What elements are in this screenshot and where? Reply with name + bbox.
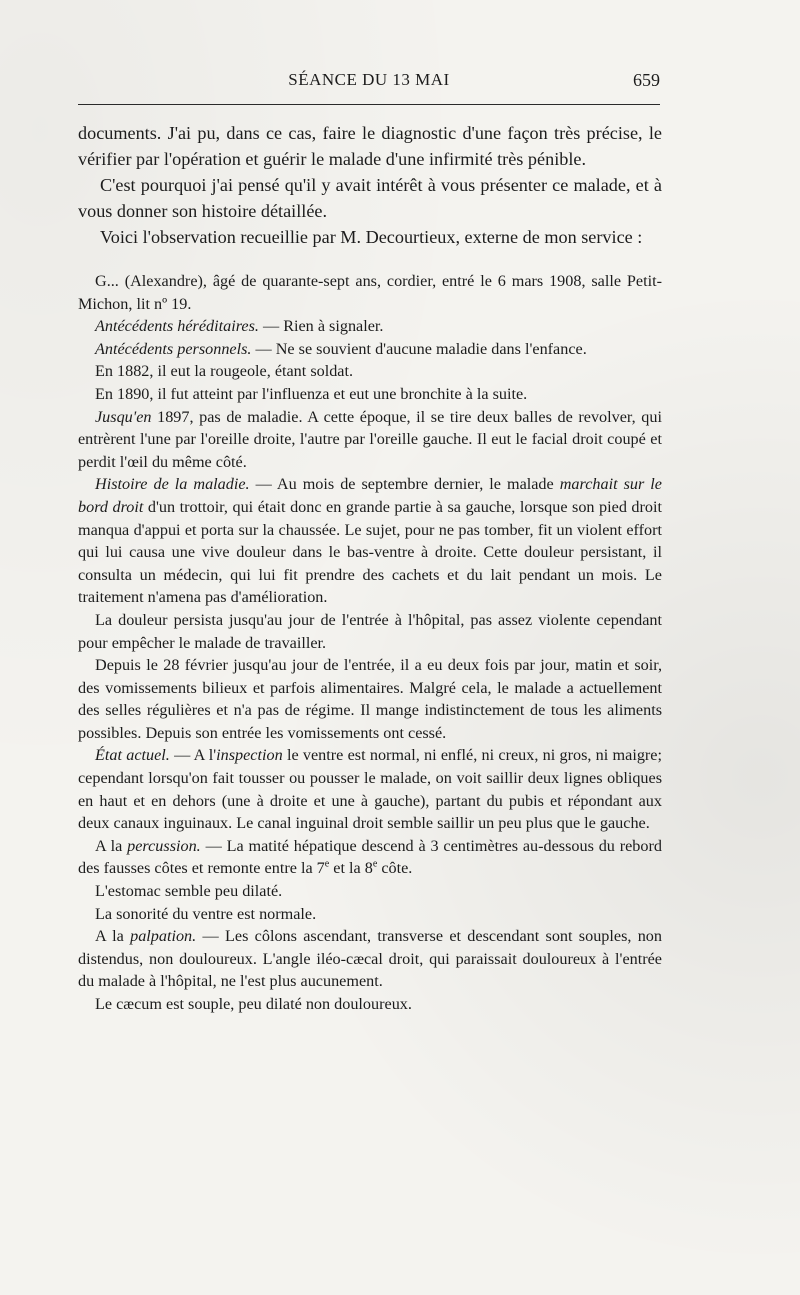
caecum-paragraph: Le cæcum est souple, peu dilaté non douloureux. — [95, 995, 412, 1013]
disease-history — [78, 473, 662, 609]
header-rule — [78, 104, 660, 105]
running-title: SÉANCE DU 13 MAI — [288, 70, 450, 89]
disease-history-emphasis: marchait sur le bord droit — [78, 475, 662, 516]
hereditary-antecedents — [78, 315, 662, 338]
personal-label: Antécédents personnels. — [95, 339, 252, 358]
stomach-paragraph: L'estomac semble peu dilaté. — [95, 882, 283, 901]
percussion-paragraph — [78, 835, 662, 880]
palpation-paragraph — [78, 925, 662, 993]
palpation-text-a: A la — [95, 927, 131, 946]
percussion-superscript-2: e — [372, 859, 378, 871]
palpation-emphasis: palpation. — [130, 927, 197, 946]
patient-identity: G... (Alexandre), âgé de quarante-sept ans, cordier, entré le 6 mars 1908, salle Petit-Michon, lit nº 19. — [78, 272, 662, 313]
history-1882: En 1882, il eut la rougeole, étant soldat. — [95, 362, 354, 381]
current-state-text-b: le ventre est normal, ni enflé, ni creux, ni gros, ni maigre; cependant lorsqu'on fait tousser ou pousser le malade, on voit saillir deux lignes obliques en haut et en dehors (une à droite et une à gauche), partant du pubis et répondant aux deux canaux inguinaux. Le canal inguinal droit semble saillir un peu plus que le gauche. — [78, 746, 662, 833]
percussion-text-d: côte. — [377, 859, 413, 878]
observation-block — [78, 270, 662, 1016]
jusquen-text: 1897, pas de maladie. A cette époque, il se tire deux balles de revolver, qui entrèrent l'une par l'oreille droite, l'autre par l'oreille gauche. Il eut le facial droit coupé et perdit l'œil du même côté. — [78, 407, 662, 471]
page-number: 659 — [633, 70, 660, 90]
main-text — [78, 120, 662, 1016]
inspection-emphasis: inspection — [216, 746, 283, 765]
palpation-text-b: — Les côlons ascendant, transverse et descendant sont souples, non distendus, non douloureux. L'angle iléo-cæcal droit, qui paraissait douloureux à l'entrée du malade à l'hôpital, ne l'est plus aucunement. — [78, 927, 662, 991]
current-state — [78, 744, 662, 834]
running-header — [78, 66, 660, 94]
sonority-paragraph: La sonorité du ventre est normale. — [95, 904, 317, 923]
percussion-text-c: et la 8 — [329, 859, 373, 878]
current-state-text-a: — A l' — [169, 746, 217, 765]
percussion-emphasis: percussion. — [127, 836, 201, 855]
personal-text: — Ne se souvient d'aucune maladie dans l'enfance. — [251, 339, 587, 358]
hereditary-text: — Rien à signaler. — [258, 317, 384, 336]
disease-history-text-a: — Au mois de septembre dernier, le malade — [249, 475, 560, 494]
history-1897 — [78, 406, 662, 474]
disease-history-text-b: d'un trottoir, qui était donc en grande partie à sa gauche, lorsque son pied droit manqua d'appui et porta sur la chaussée. Le sujet, pour ne pas tomber, fit un violent effort qui lui causa une vive douleur dans le bas-ventre à droite. Cette douleur persistant, il consulta un médecin, qui lui fit prendre des cachets et du lait pendant un mois. Le traitement n'amena pas d'amélioration. — [78, 497, 662, 607]
personal-antecedents — [78, 338, 662, 361]
intro-paragraph-2: C'est pourquoi j'ai pensé qu'il y avait intérêt à vous présenter ce malade, et à vous donner son histoire détaillée. — [78, 175, 662, 221]
intro-paragraph-1: documents. J'ai pu, dans ce cas, faire le diagnostic d'une façon très précise, le vérifier par l'opération et guérir le malade d'une infirmité très pénible. — [78, 123, 662, 169]
pain-persistence: La douleur persista jusqu'au jour de l'entrée à l'hôpital, pas assez violente cependant pour empêcher le malade de travailler. — [78, 610, 662, 652]
hereditary-label: Antécédents héréditaires. — [95, 317, 259, 336]
history-1890: En 1890, il fut atteint par l'influenza et eut une bronchite à la suite. — [95, 384, 528, 403]
percussion-superscript-1: e — [324, 859, 330, 871]
jusquen-label: Jusqu'en — [95, 407, 152, 426]
current-state-label: État actuel. — [95, 746, 170, 765]
percussion-text-b: — La matité hépatique descend à 3 centimètres au-dessous du rebord des fausses côtes et remonte entre la 7 — [78, 836, 662, 878]
intro-paragraph-3: Voici l'observation recueillie par M. Decourtieux, externe de mon service : — [100, 227, 643, 247]
vomiting-paragraph: Depuis le 28 février jusqu'au jour de l'entrée, il a eu deux fois par jour, matin et soir, des vomissements bilieux et parfois alimentaires. Malgré cela, le malade a actuellement des selles régulières et n'a pas de régime. Il mange indistinctement de tous les aliments possibles. Depuis son entrée les vomissements ont cessé. — [78, 656, 662, 742]
percussion-text-a: A la — [95, 836, 128, 855]
disease-history-label: Histoire de la maladie. — [95, 475, 250, 494]
